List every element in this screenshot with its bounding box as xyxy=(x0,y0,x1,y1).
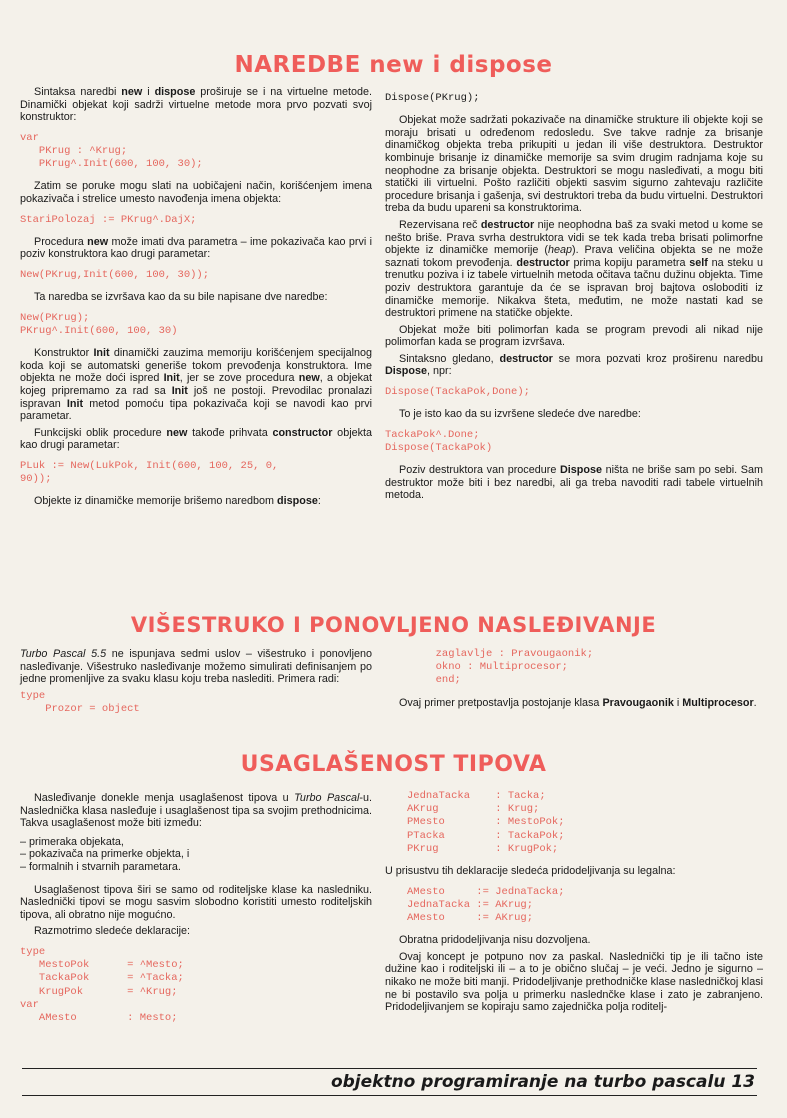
heading-nasledjivanje: VIŠESTRUKO I PONOVLJENO NASLEĐIVANJE xyxy=(130,613,657,637)
s1-code-new-init: New(PKrug,Init(600, 100, 30)); xyxy=(20,268,210,281)
s3-code-assignments: AMesto := JednaTacka; JednaTacka := AKrug; AMesto := AKrug; xyxy=(407,885,565,925)
s3-left-p2: Usaglašenost tipova širi se samo od roditeljske klase ka nasledniku. Naslednički tipovi se mogu sasvim slobodno koristiti umesto roditeljskih tipova, ali obratno nije mogućno. xyxy=(20,883,372,921)
s1-code-dispose-done: Dispose(TackaPok,Done); xyxy=(385,386,530,399)
s1-left-p6: Funkcijski oblik procedure new takođe prihvata constructor objekta kao drugi parametar: xyxy=(20,426,373,452)
s1-left-p4: Ta naredba se izvršava kao da su bile napisane dve naredbe: xyxy=(34,291,328,304)
s1-right-p3: Objekat može biti polimorfan kada se program prevodi ali nikad nije polimorfan kada se program izvršava. xyxy=(385,323,763,349)
s1-right-p2: Rezervisana reč destructor nije neophodna baš za svaki metod u kome se nešto briše. Prava svrha destruktora vidi se tek kada treba brisati polimorfne objekte iz dinamičke memorije (heap). Prava veličina objekta se ne može saznati tokom prevođenja. destructor prima kopiju parametra self na steku u trenutku poziva i iz tabele virtuelnih metoda očitava tačnu dužinu objekta. Time poziv destruktora garantuje da će se ispravan broj bajtova osloboditi iz dinamičke memorije. Nikakva šteta, međutim, ne može nastati kad se destruktori primene na statičke objekte. xyxy=(385,218,763,320)
list-item: – formalnih i stvarnih parametara. xyxy=(20,860,181,873)
s3-code-type-decls: type MestoPok = ^Mesto; TackaPok = ^Tacka; KrugPok = ^Krug; var AMesto : Mesto; xyxy=(20,945,184,1024)
s1-right-p6: Poziv destruktora van procedure Dispose ništa ne briše sam po sebi. Sam destruktor može biti i bez naredbi, ali ga treba navoditi radi tabele virtuelnih metoda. xyxy=(385,464,763,502)
s1-left-column xyxy=(20,86,372,512)
s1-code-var: var PKrug : ^Krug; PKrug^.Init(600, 100, 30); xyxy=(20,131,203,171)
page-footer: objektno programiranje na turbo pascalu 13 xyxy=(330,1072,755,1092)
s1-left-p7: Objekte iz dinamičke memorije brišemo naredbom dispose: xyxy=(34,495,321,508)
s1-code-dispose: Dispose(PKrug); xyxy=(385,92,480,104)
s2-right-p1: Ovaj primer pretpostavlja postojanje klasa Pravougaonik i Multiprocesor. xyxy=(399,696,757,709)
footer-rule-top xyxy=(22,1068,757,1069)
s1-left-p3: Procedura new može imati dva parametra – ime pokazivača kao prvi i poziv konstruktora kao drugi parametar: xyxy=(20,235,372,261)
s2-left-column xyxy=(20,648,372,725)
s2-left-p1: Turbo Pascal 5.5 ne ispunjava sedmi uslov – višestruko i ponovljeno nasleđivanje. Višestruko nasleđivanje možemo simulirati definisanjem po jedne promenljive za svaku klasu koju treba naslediti. Primera radi: xyxy=(20,648,372,686)
s1-code-two-statements: New(PKrug); PKrug^.Init(600, 100, 30) xyxy=(20,311,178,337)
s1-left-p2: Zatim se poruke mogu slati na uobičajeni način, korišćenjem imena pokazivača i strelice umesto navođenja imena objekta: xyxy=(20,180,372,205)
heading-usaglasenost: USAGLAŠENOST TIPOVA xyxy=(240,752,547,777)
s1-code-pluk: PLuk := New(LukPok, Init(600, 100, 25, 0, 90)); xyxy=(20,459,279,486)
s2-code-fields: zaglavlje : Pravougaonik; okno : Multiprocesor; end; xyxy=(435,648,594,687)
list-item: – pokazivača na primerke objekta, i xyxy=(20,848,190,861)
s1-code-dajx: StariPolozaj := PKrug^.DajX; xyxy=(20,213,197,226)
s3-right-p1: U prisustvu tih deklaracije sledeća pridodeljivanja su legalna: xyxy=(385,865,676,878)
s1-right-column xyxy=(385,92,763,506)
s3-right-column xyxy=(385,790,763,1018)
list-item: – primeraka objekata, xyxy=(20,835,124,848)
s1-left-p1: Sintaksa naredbi new i dispose proširuje se i na virtuelne metode. Dinamički objekat koji sadrži virtuelne metode mora prvo pozvati svoj konstruktor: xyxy=(20,86,372,124)
heading-new-dispose: NAREDBE new i dispose xyxy=(234,52,553,78)
s3-right-p3: Ovaj koncept je potpuno nov za paskal. Naslednički tip je ili tačno iste dužine kao i roditeljski ili – a to je obično slučaj – je veći. Jedno je sigurno – nikako ne može biti manji. Pridodeljivanje prethodničke klase nasledničkoj klasi ne bi postavilo sva polja u primerku naslednčke klase i zato je zabranjeno. Pridodeljivanjem se kopiraju samo zajednička polja roditelj- xyxy=(385,950,763,1014)
s3-right-p2: Obratna pridodeljivanja nisu dozvoljena. xyxy=(399,934,591,947)
footer-rule-bottom xyxy=(22,1095,757,1096)
s3-left-column xyxy=(20,792,372,1034)
s2-code-type-prozor: type Prozor = object xyxy=(20,689,140,715)
s3-left-p3: Razmotrimo sledeće deklaracije: xyxy=(34,925,191,938)
s3-left-p1: Nasleđivanje donekle menja usaglašenost tipova u Turbo Pascal-u. Naslednička klasa nasleđuje i usaglašenost tipa sa svojim prethodnicima. Takva usaglašenost može biti između: xyxy=(20,792,372,830)
s3-code-var-decls: JednaTacka : Tacka; AKrug : Krug; PMesto : MestoPok; PTacka : TackaPok; PKrug : KrugPok; xyxy=(407,790,565,855)
s2-right-column xyxy=(385,648,763,713)
s1-right-p4: Sintaksno gledano, destructor se mora pozvati kroz proširenu naredbu Dispose, npr: xyxy=(385,352,763,378)
s1-right-p5: To je isto kao da su izvršene sledeće dve naredbe: xyxy=(399,408,641,421)
s1-code-tackapok: TackaPok^.Done; Dispose(TackaPok) xyxy=(385,428,493,455)
s1-left-p5: Konstruktor Init dinamički zauzima memoriju korišćenjem specijalnog koda koji se automatski generiše tokom prevođenja konstruktora. Ime objekta ne može doći ispred Init, jer se zove procedura new, a objekat kojeg pripremamo za rad sa Init još ne postoji. Prevodilac pronalazi ispravan Init metod pomoću tipa pokazivača koji se navodi kao prvi parametar. xyxy=(20,347,372,423)
s1-right-p1: Objekat može sadržati pokazivače na dinamičke strukture ili objekte koji se moraju brisati u određenom redosledu. Sve takve radnje za brisanje dinamičkog objekta treba prikupiti u jedan ili više destruktora. Destruktor kombinuje brisanje iz dinamičke memorije sa svim drugim radnjama koje su neophodne za brisanje objekta. Destruktori se mogu nasleđivati, a mogu biti statički ili virtuelni. Pošto različiti objekti sasvim sigurno zahtevaju različite procedure brisanja i gašenja, svi destruktori treba da budu virtuelni. Destruktori treba da budu upareni sa konstruktorima. xyxy=(385,114,763,215)
conformance-list xyxy=(20,836,372,874)
